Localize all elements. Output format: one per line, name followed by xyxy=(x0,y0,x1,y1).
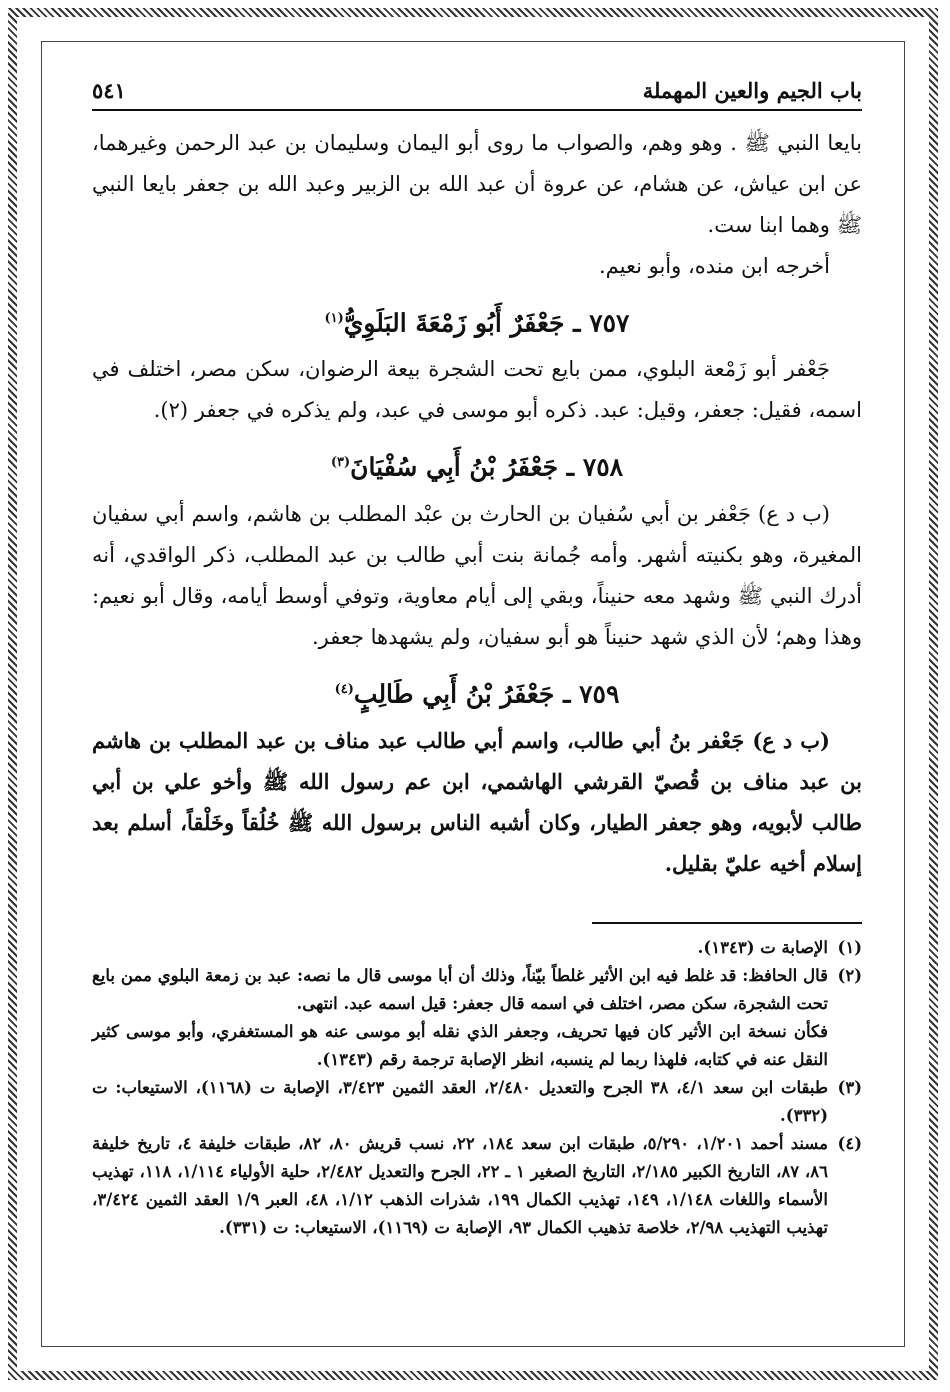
entry-title-text: ٧٥٩ ـ جَعْفَرُ بْنُ أَبِي طَالِبٍ xyxy=(353,678,620,708)
chapter-title: باب الجيم والعين المهملة xyxy=(642,78,862,103)
entry-title-text: ٧٥٨ ـ جَعْفَرُ بْنُ أَبِي سُفْيَانَ xyxy=(350,452,624,482)
footnote-number: (٤) xyxy=(837,1133,862,1153)
footnotes xyxy=(92,934,862,1242)
footnote-2-continuation: فكأن نسخة ابن الأثير كان فيها تحريف، وجعفر الذي نقله أبو موسى عنه هو المستغفري، وأبو موسى كثير النقل عنه في كتابه، فلهذا ربما لم ينسبه، انظر الإصابة ترجمة رقم (١٣٤٣). xyxy=(92,1021,828,1069)
footnote-4 xyxy=(92,1130,862,1242)
entry-text-758: (ب د ع) جَعْفر بن أبي سُفيان بن الحارث بن عبْد المطلب بن هاشم، واسم أبي سفيان المغيرة، وهو بكنيته أشهر. وأمه جُمانة بنت أبي طالب بن عبد المطلب، ذكر الواقدي، أنه أدرك النبي ﷺ وشهد معه حنيناً، وبقي إلى أيام معاوية، وتوفي أوسط أيامه، وقال أبو نعيم: وهذا وهم؛ لأن الذي شهد حنيناً هو أبو سفيان، ولم يشهدها جعفر. xyxy=(92,501,862,649)
entry-title-text: ٧٥٧ ـ جَعْفَرٌ أَبُو زَمْعَةَ البَلَوِيُّ xyxy=(343,308,630,338)
book-page xyxy=(92,78,862,1242)
footnote-separator xyxy=(592,922,862,924)
entry-title-759 xyxy=(92,672,862,712)
entry-title-758 xyxy=(92,445,862,485)
footnote-text: مسند أحمد ١/٢٠١، ٥/٢٩٠، طبقات ابن سعد ١٨٤، ٢٢، نسب قريش ٨٠، ٨٢، طبقات خليفة ٤، تاريخ خليفة ٨٦، ٨٧، التاريخ الكبير ٢/١٨٥، التاريخ الصغير ١ ـ ٢٢، الجرح والتعديل ٢/٤٨٢، حلية الأولياء ١/١١٤، ١١٨، تهذيب الأسماء واللغات ١/١٤٨، ١٤٩، تهذيب الكمال ١٩٩، شذرات الذهب ١/١٢، ٤٨، العبر ١/٩ العقد الثمين ٣/٤٢٤، تهذيب التهذيب ٢/٩٨، خلاصة تذهيب الكمال ٩٣، الإصابة ت (١١٦٩)، الاستيعاب: ت (٣٣١). xyxy=(92,1133,829,1237)
footnote-ref: (٤) xyxy=(334,681,354,697)
footnote-number: (٣) xyxy=(837,1077,862,1097)
footnote-2 xyxy=(92,962,862,1018)
takhrij-line: أخرجه ابن منده، وأبو نعيم. xyxy=(598,254,830,278)
footnote-number: (١) xyxy=(837,937,862,957)
footnote-3 xyxy=(92,1074,862,1130)
running-header xyxy=(92,78,862,111)
footnote-ref: (٣) xyxy=(330,455,351,471)
entry-text-757: جَعْفر أبو زَمْعة البلوي، ممن بايع تحت الشجرة بيعة الرضوان، سكن مصر، اختلف في اسمه، فقيل: جعفر، وقيل: عبد. ذكره أبو موسى في عبد، ولم يذكره في جعفر (٢). xyxy=(92,357,862,423)
footnote-number: (٢) xyxy=(837,965,862,985)
footnote-ref: (١) xyxy=(324,311,344,326)
footnote-1 xyxy=(92,934,862,962)
intro-paragraph: بايعا النبي ﷺ . وهو وهم، والصواب ما روى أبو اليمان وسليمان بن عبد الرحمن وغيرهما، عن ابن عياش، عن هشام، عن عروة أن عبد الله بن الزبير وعبد الله بن جعفر بايعا النبي ﷺ وهما ابنا ست. xyxy=(92,131,862,237)
footnote-text: الإصابة ت (١٣٤٣). xyxy=(697,937,828,957)
footnote-text: قال الحافظ: قد غلط فيه ابن الأثير غلطاً بيّناً، وذلك أن أبا موسى قال ما نصه: عبد بن زمعة البلوي ممن بايع تحت الشجرة، سكن مصر، اختلف في اسمه قال جعفر: قيل اسمه عبد. انتهى. xyxy=(92,965,828,1013)
entry-text-759: (ب د ع) جَعْفر بنُ أبي طالب، واسم أبي طالب عبد مناف بن عبد المطلب بن هاشم بن عبد مناف بن قُصيّ القرشي الهاشمي، ابن عم رسول الله ﷺ وأخو علي بن أبي طالب لأبويه، وهو جعفر الطيار، وكان أشبه الناس برسول الله ﷺ خُلُقاً وخَلْقاً، أسلم بعد إسلام أخيه عليّ بقليل. xyxy=(92,727,862,876)
page-number: ٥٤١ xyxy=(92,78,126,103)
footnote-text: طبقات ابن سعد ٤/١، ٣٨ الجرح والتعديل ٢/٤٨٠، العقد الثمين ٣/٤٢٣، الإصابة ت (١١٦٨)، الاستيعاب: ت (٣٣٢). xyxy=(92,1077,829,1125)
entry-title-757 xyxy=(92,301,862,341)
